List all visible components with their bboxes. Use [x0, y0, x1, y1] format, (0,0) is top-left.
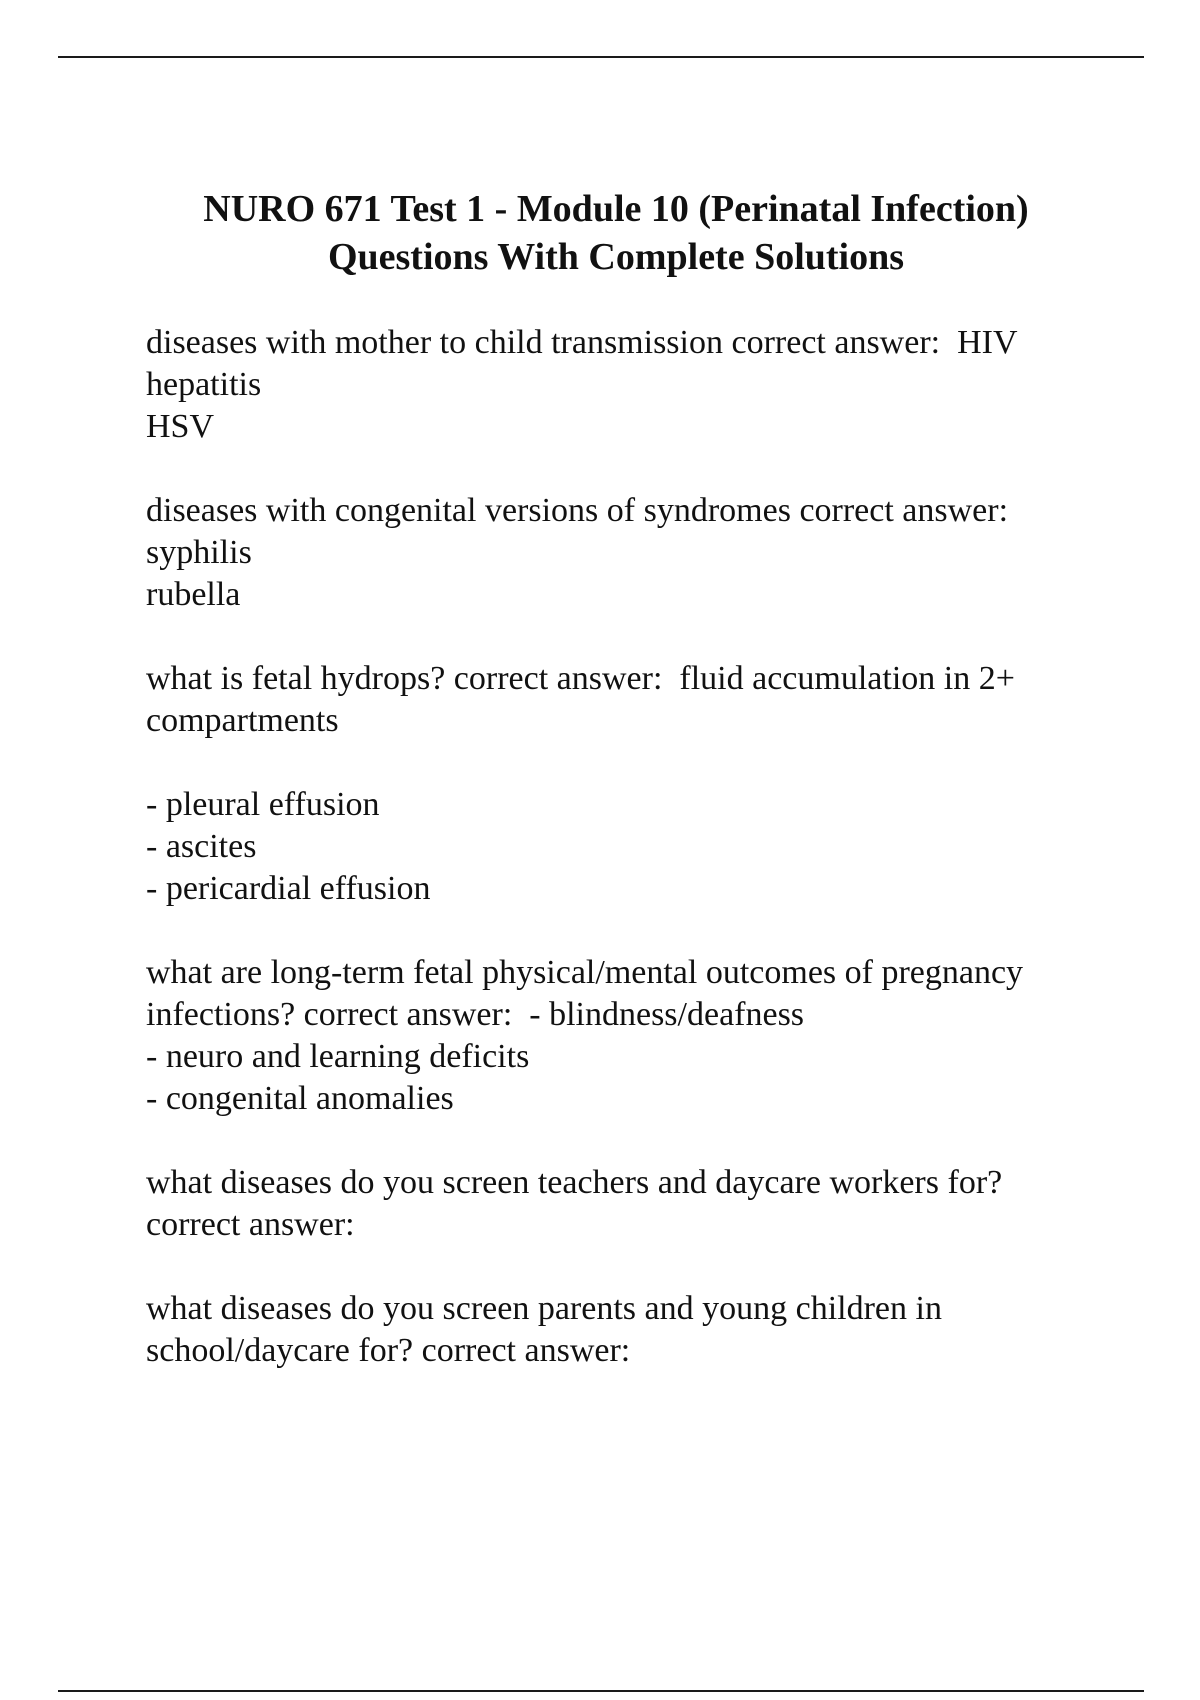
list-item: - pleural effusion — [146, 786, 380, 823]
text-line: what diseases do you screen parents and young children in — [146, 1290, 942, 1327]
text-line: correct answer: — [146, 1206, 355, 1243]
list-item: - pericardial effusion — [146, 870, 431, 907]
text-line: rubella — [146, 576, 241, 613]
document-body — [146, 322, 1106, 1414]
qa-item-mother-child-transmission — [146, 322, 1106, 448]
list-item: - ascites — [146, 828, 257, 865]
text-line: what diseases do you screen teachers and daycare workers for? — [146, 1164, 1003, 1201]
qa-item-fetal-hydrops — [146, 658, 1106, 742]
list-item: - congenital anomalies — [146, 1080, 454, 1117]
title-line: NURO 671 Test 1 - Module 10 (Perinatal Infection) — [203, 188, 1029, 230]
hydrops-effusion-list — [146, 784, 1106, 910]
text-line: infections? correct answer: - blindness/deafness — [146, 996, 805, 1033]
text-line: school/daycare for? correct answer: — [146, 1332, 631, 1369]
qa-item-screen-parents — [146, 1288, 1106, 1372]
qa-item-long-term-outcomes — [146, 952, 1106, 1120]
bottom-rule — [58, 1690, 1144, 1692]
text-line: HSV — [146, 408, 215, 445]
qa-item-congenital-syndromes — [146, 490, 1106, 616]
text-line: what is fetal hydrops? correct answer: fluid accumulation in 2+ — [146, 660, 1015, 697]
text-line: what are long-term fetal physical/mental outcomes of pregnancy — [146, 954, 1024, 991]
text-line: hepatitis — [146, 366, 262, 403]
list-item: - neuro and learning deficits — [146, 1038, 530, 1075]
text-line: diseases with mother to child transmission correct answer: HIV — [146, 324, 1018, 361]
qa-item-screen-teachers — [146, 1162, 1106, 1246]
title-line: Questions With Complete Solutions — [327, 236, 905, 278]
top-rule — [58, 56, 1144, 58]
text-line: syphilis — [146, 534, 252, 571]
text-line: compartments — [146, 702, 339, 739]
page-title — [120, 185, 1112, 281]
text-line: diseases with congenital versions of syndromes correct answer: — [146, 492, 1009, 529]
